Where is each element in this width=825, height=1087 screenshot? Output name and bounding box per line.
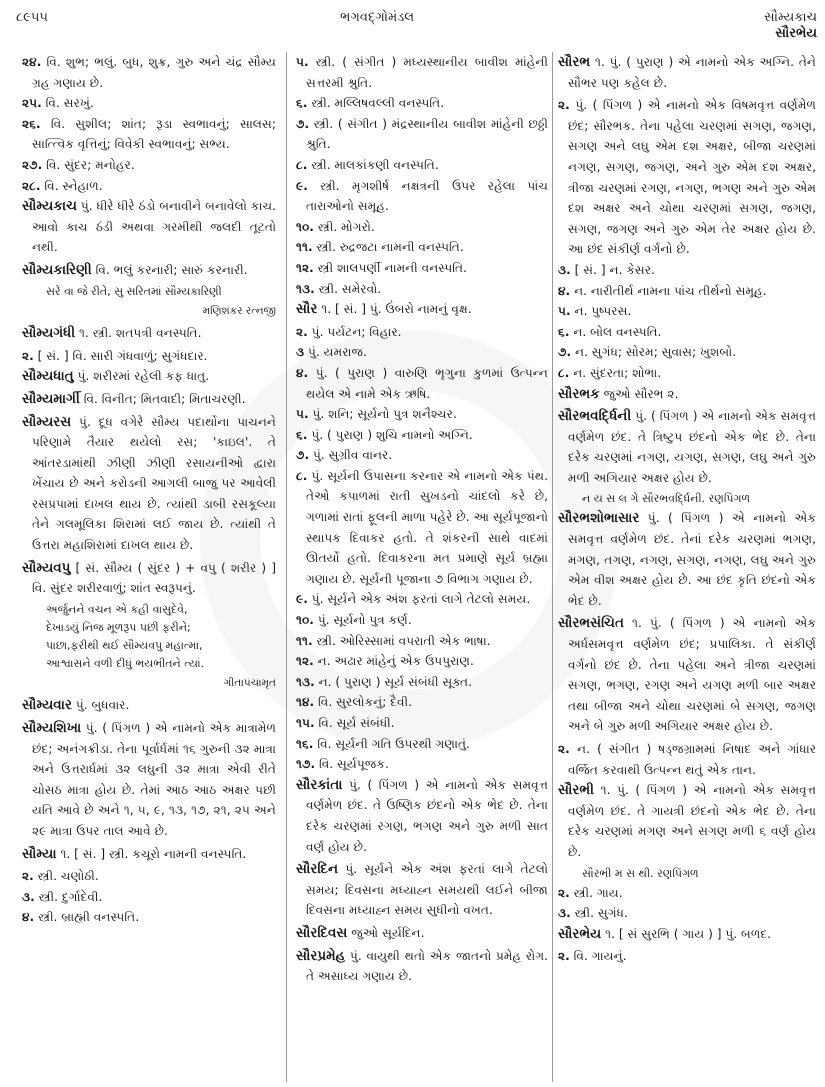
sense-number: ૧૦. [296,219,314,234]
definition-text: પું. દૂધ વગેરે સૌમ્ય પદાર્થોના પાચનને પરિણામે તૈયાર થયેલો રસ; 'કાઇલ'. તે આંતરડામાંથી ઝીણી ઝીણી રસાયનીઓ દ્વારા ખેંચાય છે અને કરોડની આગલી બાજુ પર આવેલી રસપ્રપામાં દાખલ થાય છે. ત્યાંથી ડાબી રસકૂલ્યા તેને ગલમૂલિકા શિરામાં લઈ જાય છે. ત્યાંથી તે ઉત્તરા મહાશિરામાં દાખલ થાય છે. [32,414,276,553]
dictionary-entry [296,923,548,944]
headword: સૌમ્યમાર્ગી [22,390,80,407]
definition-text: સ્ત્રી. મોગરો. [317,219,375,234]
definition-text: પું. વાયુથી થતો એક જાતનો પ્રમેહ રોગ. તે અસાધ્ય ગણાય છે. [306,948,548,984]
headword: સૌમ્યકારિણી [22,261,92,278]
dictionary-columns [0,52,825,1082]
headword: સૌર [296,301,318,318]
sense-item [558,946,816,967]
sense-item [296,672,548,693]
sense-item [296,445,548,466]
sense-item [558,883,816,904]
sense-item [296,466,548,590]
sense-number: ૮. [296,468,308,483]
dictionary-entry [22,844,276,865]
sense-number: ૨૫. [22,96,42,111]
definition-text: ન. પુષ્પરસ. [574,304,632,319]
headword: સૌરપ્રમેહ [296,947,346,964]
dictionary-entry [22,718,276,842]
definition-text: પું. ( પુરાણ ) વારુણિ ભૃગુના કુળમાં ઉત્પન્ન થયેલ એ નામે એક ઋષિ. [306,365,548,401]
sense-item [558,95,816,260]
headword: સૌરભસંચિત [558,615,624,632]
sense-item [558,342,816,363]
headword: સૌરદિવસ [296,924,348,941]
headword: સૌમ્યવપુ [22,559,71,576]
definition-text: પું. પર્યટન; વિહાર. [311,324,402,339]
definition-text: પું. ધીરે ધીરે ઠંડો બનાવીને બનાવેલો કાચ. આવો કાચ ઠંડી અથવા ગરમીથી જલદી તૂટતો નથી. [32,199,276,255]
quotation-line: દેખાડયું નિજ મૂળરૂપ પછી ફરીને; [46,620,191,634]
citation-source: ગીતાપંચામૃત [223,676,276,689]
definition-text: સ્ત્રી. સમેરવો. [318,281,382,296]
quotation-line: આશ્વાસને વળી દીધું ભયભીતને ત્યાં. [46,656,205,670]
definition-text: ૧. પું. ( પિંગળ ) એ નામનો એક અર્ધસમવૃત્ત વર્ણમેળ છંદ; પ્રપાલિકા. તે સંકીર્ણ વર્ગનો છંદ છે. તેના પહેલા અને ત્રીજા ચરણમાં સગણ, ભગણ, રગણ અને યગણ મળી બાર અક્ષર તથા બીજા અને ચોથા ચરણમાં બે સગણ, જગણ અને બે ગુરુ મળી અગિયાર અક્ષર હોય છે. [568,616,816,734]
sense-item [22,907,276,928]
sense-number: ૫. [558,304,571,319]
definition-text: [ સં. ] વિ. સારી ગંધવાળું; સુગંધદાર. [37,348,208,363]
dictionary-entry [558,613,816,737]
headword: સૌમ્યધાતુ [22,368,74,385]
definition-text: સ્ત્રી. રુદ્રજટા નામની વનસ્પતિ. [316,240,464,255]
sense-number: ૫. [296,55,309,69]
guide-word-first: સૌમ્યકાચ [764,10,817,25]
headword: સૌમ્યરસ [22,413,72,430]
dictionary-entry [22,196,276,258]
sense-item [296,176,548,217]
sense-item [296,713,548,734]
sense-number: ૨. [558,742,570,756]
sense-number: ૨. [22,348,34,363]
column-3 [558,52,816,1082]
headword: સૌરભેય [558,925,602,942]
definition-text: ૧. પું. ( પુરાણ ) એ નામનો એક અગ્નિ. તેને સૌભર પણ કહેલ છે. [568,55,816,90]
sense-item [296,734,548,755]
sense-item [296,425,548,446]
definition-text: વિ. વિનીત; મિતવાદી; મિતાચરણી. [83,391,246,406]
dictionary-entry [296,946,548,987]
sense-number: ૧૧. [296,240,313,255]
sense-item [296,589,548,610]
headword: સૌરભવર્દ્ધિની [558,408,632,425]
definition-text: વિ. સુંદર; મનોહર. [46,157,135,172]
definition-text: જુઓ સૌરભ ૨. [603,386,679,401]
sense-number: ૧૭. [296,757,316,772]
headword: સૌમ્યગંધી [22,325,76,342]
sense-item [296,651,548,672]
dictionary-entry [22,558,276,599]
definition-text: ન. અઢાર માંહેનું એક ઉપપુરાણ. [317,654,474,669]
sense-item [296,610,548,631]
guide-words [764,10,817,42]
definition-text: પું. શરીરમાં રહેલી કફ ધાતુ. [77,369,210,384]
dictionary-entry [558,406,816,488]
sense-item [22,887,276,908]
dictionary-entry [22,323,276,344]
definition-text: ન. સુગંધ; સોરમ; સુવાસ; ખુશબો. [574,345,737,360]
definition-text: વિ. શુભ; ભલું. બુધ, શુક્ર, ગુરુ અને ચંદ્ર સૌમ્ય ગ્રહ ગણાય છે. [32,55,276,90]
definition-text: પું. બુધવાર. [75,698,130,713]
sense-item [22,93,276,114]
definition-text: જુઓ સૂર્યદિન. [351,925,425,940]
quotation [582,490,816,508]
sense-number: ૭. [296,116,310,131]
headword: સૌરભશોભાસાર [558,510,640,527]
definition-text: વિ. સરખું. [45,96,94,111]
sense-item [22,114,276,155]
sense-number: ૩. [22,889,35,904]
citation-source: મણિશંકર રત્નજી [202,304,276,317]
sense-item [296,322,548,343]
sense-item [296,363,548,404]
headword: સૌમ્યશિખા [22,720,82,737]
definition-text: સ્ત્રી. મલ્લિષવલ્લી વનસ્પતિ. [311,96,445,111]
dictionary-entry [558,508,816,611]
quotation [582,865,816,883]
sense-number: ૭. [558,345,572,360]
sense-item [296,279,548,300]
sense-item [558,363,816,384]
sense-item [296,52,548,93]
headword: સૌરભક [558,385,600,402]
definition-text: વિ. ભલું કરનારી; સારું કરનારી. [95,262,248,277]
definition-text: પું. ( પિંગળ ) એ નામનો એક સમવૃત્ત વર્ણમેળ છંદ. તેનાં દરેક ચરણમાં ભગણ, મગણ, તગણ, નગણ, સગણ, નગણ, લઘુ અને ગુરુ એમ વીશ અક્ષર હોય છે. આ છંદ કૃતિ છંદનો એક ભેદ છે. [568,511,816,608]
sense-number: ૧૦. [296,613,314,628]
sense-item [22,176,276,197]
sense-number: ૪. [296,365,309,380]
sense-number: ૧૬. [296,736,314,751]
definition-text: પું. શનિ; સૂર્યનો પુત્ર શનૈશ્ચર. [312,407,457,422]
definition-text: પું. ( પુરાણ ) શુચિ નામનો અગ્નિ. [311,427,473,442]
definition-text: વિ. સ્નેહાળ. [44,178,103,193]
definition-text: વિ. સૂર્ય સંબંધી. [318,716,395,730]
page-header [0,0,825,52]
sense-number: ૧૨. [296,654,314,669]
definition-text: પું. ( પિંગળ ) એ નામનો એક માત્રામેળ છંદ; અનંગક્રીડા. તેના પૂર્વાર્ધમાં ૧૬ ગુરુની ૩૨ માત્રા અને ઉત્તરાર્ધમાં ૩૨ લઘુની ૩૨ માત્રા એવી રીતે ચોસઠ માત્રા હોય છે. તેમાં આઠ આઠ અક્ષર પછી યતિ આવે છે અને ૧, ૫, ૯, ૧૩, ૧૭, ૨૧, ૨૫ અને ૨૯ માત્રા ઉપર તાલ આવે છે. [32,721,276,838]
definition-text: [ સં. ] ન. કેસર. [574,262,655,277]
sense-number: ૪. [22,910,35,925]
definition-text: સ્ત્રી. બ્રાહ્મી વનસ્પતિ. [38,910,140,925]
column-2 [296,52,548,1082]
definition-text: સ્ત્રી. ગાય. [573,885,623,900]
definition-text: સ્ત્રી શાલપર્ણી નામની વનસ્પતિ. [317,260,467,275]
headword: સૌમ્યા [22,845,57,862]
definition-text: પું. સુગ્રીવ વાનર. [312,448,393,463]
dictionary-entry [22,695,276,716]
quotation-line: ન ય સ લ ગે સૌરભવર્દ્ધિની. રણપિંગળ [582,492,751,506]
sense-item [296,404,548,425]
definition-text: ૧. પું. ( પિંગળ ) એ નામનો એક સમવૃત્ત વર્ણમેળ છંદ. તે ગાયત્રી છંદનો એક ભેદ છે. તેના દરેક ચરણમાં મગણ અને સગણ મળી ૬ વર્ણ હોય છે. [568,783,816,859]
dictionary-entry [558,52,816,93]
sense-item [22,155,276,176]
dictionary-entry [22,412,276,556]
sense-item [296,217,548,238]
sense-number: ૮. [296,157,308,172]
definition-text: ૧. [ સં સુરભિ ( ગાય ) ] પું. બળદ. [605,926,772,941]
definition-text: સ્ત્રી. માલકાંકણી વનસ્પતિ. [311,157,439,172]
dictionary-entry [558,780,816,862]
definition-text: સ્ત્રી. મૃગશીર્ષ નક્ષત્રની ઉપર રહેલા પાંચ તારાઓનો સમૂહ. [306,178,548,214]
sense-item [558,903,816,924]
dictionary-entry [558,384,816,405]
headword: સૌરભી [558,782,595,799]
sense-number: ૩. [558,906,571,921]
definition-text: [ સં. સૌમ્ય ( સુંદર ) + વપુ ( શરીર ) ] વિ. સુંદર શરીરવાળું; શાંત સ્વરૂપનું. [32,560,276,596]
definition-text: સ્ત્રી. ઓરિસ્સામાં વપરાતી એક ભાષા. [316,633,491,648]
sense-number: ૭. [296,448,310,463]
sense-number: ૧૧. [296,633,313,648]
definition-text: પું. સૂર્યની ઉપાસના કરનાર એ નામનો એક પંથ. તેઓ કપાળમાં રાતી સુખડનો ચાંદલો કરે છે, ગળામાં રાતાં ફૂલની માળા પહેરે છે. આ સૂર્યપૂજાનો સ્થાપક દિવાકર હતો. તે શંકરની સાથે વાદમાં ઊતર્યો હતો. દિવાકરના મત પ્રમાણે સૂર્ય બ્રહ્મા ગણાય છે. સૂર્યની પૂજાના ૭ વિભાગ ગણાય છે. [306,468,548,586]
dictionary-entry [296,775,548,857]
sense-number: ૧૪. [296,695,315,710]
quotation [46,601,276,673]
sense-number: ૨૭. [22,157,43,172]
headword: સૌરકાંતા [296,776,343,793]
sense-item [296,114,548,155]
sense-item [296,692,548,713]
headword: સૌમ્યકાચ [22,198,77,215]
definition-text: પું. સૂર્યને એક અંશ ફરતાં લાગે તેટલો સમય; દિવસના મધ્યાહ્ન સમયથી લઈને બીજા દિવસના મધ્યાહ્ન સમય સુધીનો વખત. [306,862,548,918]
sense-number: ૨. [22,869,34,884]
definition-text: પું. સૂર્યને એક અંશ ફરતાં લાગે તેટલો સમય. [311,592,531,607]
sense-number: ૫. [296,407,309,422]
definition-text: ૧. [ સં. ] સ્ત્રી. કચૂરો નામની વનસ્પતિ. [60,846,247,861]
sense-item [22,866,276,887]
sense-item [558,281,816,302]
sense-number: ૨૮. [22,178,41,193]
dictionary-entry [558,924,816,945]
sense-number: ૩. [558,262,571,277]
sense-number: ૨. [558,885,570,900]
definition-text: પું. ( પિંગળ ) એ નામનો એક વિષમવૃત્ત વર્ણમેળ છંદ; સૌરભક. તેના પહેલા ચરણમાં સગણ, જગણ, સગણ અને લઘુ એમ દશ અક્ષર, બીજા ચરણમાં નગણ, સગણ, જગણ, અને ગુરુ એમ દશ અક્ષર, ત્રીજા ચરણમાં રગણ, નગણ, ભગણ અને ગુરુ એમ દશ અક્ષર અને ચોથા ચરણમાં સગણ, જગણ, સગણ, જગણ અને ગુરુ એમ તેર અક્ષર હોય છે. આ છંદ સંકીર્ણ વર્ગનો છે. [568,98,816,257]
sense-item [296,155,548,176]
definition-text: સ્ત્રી. ( સંગીત ) મંદ્રસ્થાનીય બાવીશ માંહેની છઠ્ઠી શ્રુતિ. [306,116,548,152]
sense-number: ૬. [558,324,570,339]
page-number: ૮૯૫૫ [16,10,48,25]
definition-text: વિ. સુશીલ; શાંત; રૂડા સ્વભાવનું; સાલસ; સાત્ત્વિક વૃત્તિનું; વિવેકી સ્વભાવનું; સભ્ય. [32,116,276,152]
quotation-line: સૌરભી મ સ થી. રણપિંગળ [582,866,699,880]
running-title: ભગવદ્ગોમંડલ [340,10,415,25]
definition-text: ન. નારીતીર્થ નામના પાંચ તીર્થનો સમૂહ. [574,283,767,298]
sense-number: ૨. [558,98,570,113]
headword: સૌમ્યવાર [22,697,72,714]
definition-text: ન. સુંદરતા; શોભા. [573,365,662,380]
sense-number: ૮. [558,365,570,380]
sense-item [558,260,816,281]
sense-item [22,52,276,93]
sense-number: ૯. [296,178,308,193]
quotation-line: અર્જુનને વચન એ કહી વાસુદેવે, [46,602,188,616]
definition-text: ન. ( સંગીત ) ષડ્જગ્રામમાં નિષાદ અને ગાંધાર વર્જિત કરવાથી ઉત્પન્ન થતું એક તાન. [568,742,816,777]
definition-text: ૧. [ સં. ] પું. ઉંબરો નામનું વૃક્ષ. [321,302,472,317]
definition-text: વિ. સૂર્યપૂજક. [318,757,389,772]
definition-text: સ્ત્રી. ચણોઠી. [37,869,99,884]
column-1 [22,52,276,1082]
dictionary-entry [22,389,276,410]
sense-number: ૧૩. [296,281,315,296]
sense-item [558,739,816,780]
definition-text: વિ. સુરલોકનું; દૈવી. [318,695,413,710]
dictionary-entry [22,260,276,281]
sense-item [296,342,548,363]
sense-number: ૨૬. [22,116,41,131]
sense-item [22,346,276,367]
sense-item [296,754,548,775]
definition-text: ન. ( પુરાણ ) સૂર્ય સંબંધી સૂક્ત. [318,674,472,689]
dictionary-entry [296,299,548,320]
sense-number: ૩ [296,345,305,360]
sense-number: ૨. [296,324,308,339]
sense-item [296,631,548,652]
definition-text: સ્ત્રી. ( સંગીત ) મધ્યસ્થાનીય બાવીશ માંહેની સત્તરમી શ્રુતિ. [306,55,548,90]
definition-text: પું. યમરાજ. [308,345,367,360]
sense-number: ૪. [558,283,571,298]
sense-number: ૯. [296,592,308,607]
quotation-line: સરે વા જે રીતે, સુ સરિતમાં સૌમ્યકારિણી [46,284,222,298]
sense-item [296,258,548,279]
sense-number: ૧૩. [296,674,315,689]
quotation [46,283,276,301]
sense-item [558,322,816,343]
headword: સૌરદિન [296,861,339,878]
dictionary-entry [296,859,548,921]
sense-number: ૬. [296,96,308,111]
sense-item [558,301,816,322]
definition-text: પું. સૂર્યનો પુત્ર કર્ણ. [317,613,412,628]
dictionary-entry [22,366,276,387]
sense-number: ૬. [296,427,308,442]
guide-word-last: સૌરભેય [775,26,817,41]
definition-text: સ્ત્રી. સુગંધ. [574,906,628,921]
definition-text: ૧. સ્ત્રી. શતપત્રી વનસ્પતિ. [78,326,202,341]
sense-item [296,237,548,258]
definition-text: વિ. ગાયનું. [573,949,627,964]
definition-text: વિ. સૂર્યની ગતિ ઉપરથી ગણાતું. [317,736,470,751]
sense-number: ૨. [558,949,570,964]
definition-text: ન. બોલ વનસ્પતિ. [573,324,662,339]
headword: સૌરભ [558,54,591,70]
sense-number: ૧૫. [296,716,315,730]
sense-item [296,93,548,114]
definition-text: પું. ( પિંગળ ) એ નામનો એક સમવૃત્ત વર્ણમેળ છંદ. તે ત્રિષ્ટુપ છંદનો એક ભેદ છે. તેના દરેક ચરણમાં નગણ, યગણ, સગણ, લઘુ અને ગુરુ મળી અગિયાર અક્ષર હોય છે. [568,409,816,485]
definition-text: સ્ત્રી. દુર્ગાદેવી. [38,889,103,904]
quotation-line: પાછા,ફરીથી થઈ સૌમ્યવપુ મહાત્મા, [46,638,203,652]
definition-text: પું. ( પિંગળ ) એ નામનો એક સમવૃત્ત વર્ણમેળ છંદ. તે ઉષ્ણિક છંદનો એક ભેદ છે. તેના દરેક ચરણમાં રગણ, ભગણ અને ગુરુ મળી સાત વર્ણ હોય છે. [306,777,548,854]
sense-number: ૧૨. [296,260,314,275]
sense-number: ૨૪. [22,55,42,69]
